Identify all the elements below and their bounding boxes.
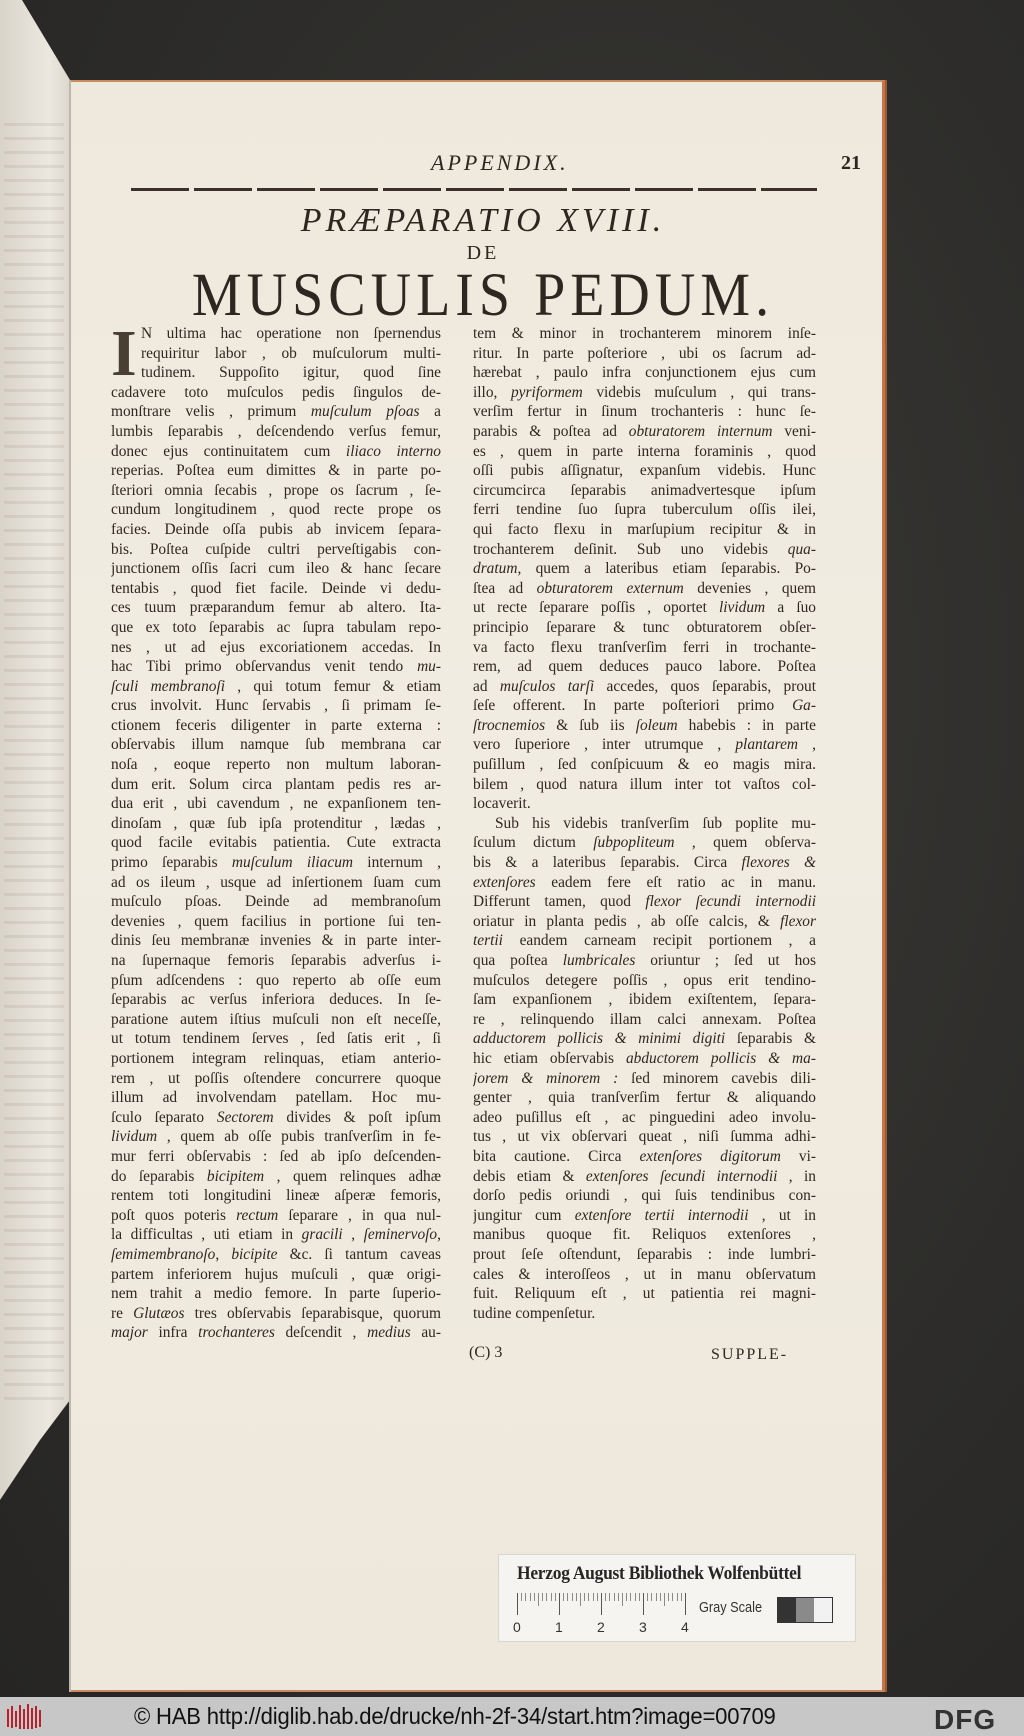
text-line: ſculo ſeparato Sectorem divides & poſt ipſum [111,1108,441,1126]
ruler-tick [542,1593,543,1601]
ruler-tick [576,1593,577,1601]
text-line: cundum longitudinem , quod recte prope os [111,501,441,519]
gray-swatch [814,1598,832,1622]
text-line: bita cautione. Circa extenſores digitorum vi- [473,1147,816,1165]
text-line: genter , quia tranſverſim fertur & aliquando [473,1089,816,1107]
text-line: fuit. Reliquum eſt , ut patientia rei magni- [473,1285,816,1303]
text-line: parabis & poſtea ad obturatorem internum veni- [473,422,816,440]
ruler-tick [538,1593,539,1606]
color-scale-card [498,1554,856,1642]
text-line: oſſi pubis aſſignatur, expanſum videbis. Hunc [473,462,816,480]
ruler-tick [651,1593,652,1601]
text-line: adductorem pollicis & minimi digiti ſeparabis & [473,1030,816,1048]
ruler-tick [563,1593,564,1601]
text-line: ritur. In parte poſteriore , ubi os ſacrum ad- [473,344,816,362]
gray-swatch [778,1598,796,1622]
text-line: ſteriori omnia ſecabis , prope os ſacrum , ſe- [111,481,441,499]
ruler-tick [534,1593,535,1601]
text-line: devenies , quem facilius in portione ſui ten- [111,912,441,930]
hab-logo-icon [6,1703,46,1731]
text-line: ad os ileum , usque ad inſertionem ſuam cum [111,873,441,891]
text-line: ad muſculos tarſi accedes, quos ſeparabis, prout [473,677,816,695]
text-line: illo, pyriformem videbis muſculum , qui trans- [473,383,816,401]
ruler-tick [618,1593,619,1601]
text-line: Differunt tamen, quod flexor ſecundi internodii [473,893,816,911]
text-line: major infra trochanteres deſcendit , medius au- [111,1324,441,1342]
text-line: dum erit. Solum circa plantam pedis res ar- [111,775,441,793]
text-line: rentem toti longitudini lineæ aſperæ femoris, [111,1187,441,1205]
text-line: tus , ut vix obſervari queat , niſi ſumma adhi- [473,1128,816,1146]
text-line: ſculum dictum ſubpopliteum , quem obſerva- [473,834,816,852]
gray-scale-swatches [777,1597,833,1623]
ruler-label: 4 [681,1619,689,1635]
ruler-tick [580,1593,581,1606]
text-line: extenſores eadem fere eſt ratio ac in manu. [473,873,816,891]
text-line: adeo puſillus eſt , ac pinguedini adeo involu- [473,1108,816,1126]
text-line: mur ferri obſervabis : ſed ab ipſo deſcenden- [111,1147,441,1165]
text-line: dorſo pedis oriundi , qui ſuis tendinibus con- [473,1187,816,1205]
ruler-tick [622,1593,623,1606]
ruler-labels [513,1619,703,1639]
text-line: tertii eandem carneam recipit portionem , a [473,932,816,950]
ruler-tick [584,1593,585,1601]
text-line: requiritur labor , ob muſculorum multi- [141,344,441,362]
ruler-tick [626,1593,627,1601]
text-line: muſculos detegere poſſis , opus erit tendino- [473,971,816,989]
text-line: Sub his videbis tranſverſim ſub poplite mu- [495,814,816,832]
text-line: monſtrare velis , primum muſculum pſoas a [111,403,441,421]
ruler-tick [572,1593,573,1601]
text-line: tentabis , quod fiet facile. Deinde vi dedu- [111,579,441,597]
ruler-tick [677,1593,678,1601]
text-line: partem inferiorem hujus muſculi , quæ origi- [111,1265,441,1283]
text-line: es , quem in parte interna foraminis , quod [473,442,816,460]
ruler-tick [660,1593,661,1601]
ruler-tick [630,1593,631,1601]
text-line: principio ſeparare & tunc obturatorem obſer- [473,618,816,636]
text-line: debis etiam & extenſores ſecundi internodii , in [473,1167,816,1185]
running-head-title: APPENDIX. [431,150,569,175]
text-line: dratum, quem a lateribus etiam ſeparabis. Po- [473,560,816,578]
ruler-tick [551,1593,552,1601]
ruler-label: 1 [555,1619,563,1635]
text-line: nem trahit a medio femore. In parte ſuperio- [111,1285,441,1303]
text-line: N ultima hac operatione non ſpernendus [141,325,441,342]
ruler-label: 3 [639,1619,647,1635]
text-line: verſim fertur in ſinum trochanteris : hunc ſe- [473,403,816,421]
ruler-tick [597,1593,598,1601]
text-line: nes , ut ad ejus excoriationem accedas. In [111,638,441,656]
text-line: lumbis ſeparabis , deſcendendo verſus femur, [111,422,441,440]
text-line: quod facile evitabis patientia. Cute extracta [111,834,441,852]
text-line: bis. Poſtea cuſpide cultri perveſtigabis con- [111,540,441,558]
ruler-tick [609,1593,610,1601]
text-line: do ſeparabis bicipitem , quem relinques adhæ [111,1167,441,1185]
drop-cap: I [111,317,137,390]
text-line: tudine compenſetur. [473,1304,596,1322]
ruler-tick [530,1593,531,1601]
library-name: Herzog August Bibliothek Wolfenbüttel [517,1563,802,1584]
gray-swatch [796,1598,814,1622]
ruler-tick [664,1593,665,1606]
measurement-ruler [517,1593,689,1621]
text-line: la difficultas , uti etiam in gracili , ſeminervoſo, [111,1226,441,1244]
text-line: tudinem. Suppoſito igitur, quod ſine [141,364,441,382]
text-line: locaverit. [473,795,531,813]
text-line: ſeparabis ac verſus inferiora deduces. In ſe- [111,991,441,1009]
text-line: jorem & minorem : ſed minorem cavebis dili- [473,1069,816,1087]
ruler-tick [546,1593,547,1601]
book-page [71,80,885,1692]
page-number: 21 [841,152,861,174]
ruler-tick [656,1593,657,1601]
text-line: re , relinquendo illam calci annexam. Poſtea [473,1010,816,1028]
ruler-tick [647,1593,648,1601]
text-line: primo ſeparabis muſculum iliacum internum , [111,854,441,872]
text-line: rem , ut poſſis oſtendere concurrere quoque [111,1069,441,1087]
text-line: prout ſeſe oſtendunt, ſeparabis : inde lumbri- [473,1245,816,1263]
text-line: illum ad involvendam patellam. Hoc mu- [111,1089,441,1107]
text-line: muſculo pſoas. Deinde ad membranoſum [111,893,441,911]
text-line: hac Tibi primo obſervandus venit tendo mu- [111,658,441,676]
ruler-tick [605,1593,606,1601]
text-line: vero ſuperiore , inter utrumque , plantarem , [473,736,816,754]
text-line: hærebat , paulo infra conjunctionem ejus cum [473,364,816,382]
ruler-label: 2 [597,1619,605,1635]
text-column-right [473,324,816,1323]
text-line: donec ejus continuitatem cum iliaco interno [111,442,441,460]
text-line: qua poſtea lumbricales oriuntur ; ſed ut hos [473,952,816,969]
text-line: manibus quoque fit. Reliquos extenſores , [473,1226,816,1244]
ruler-tick [559,1593,560,1615]
text-line: ſemimembranoſo, bicipite &c. ſi tantum caveas [111,1245,441,1263]
catchword: SUPPLE- [711,1346,789,1363]
text-line: poſt quos poteris rectum ſeparare , in qua nul- [111,1206,441,1224]
text-line: obſervabis illum namque ſub membrana car [111,736,441,754]
signature-mark: (C) 3 [469,1344,503,1361]
text-line: rem, ad quem deduces pauco labore. Poſtea [473,658,816,676]
ruler-tick [555,1593,556,1601]
footer-bar [0,1697,1024,1736]
preparation-title: PRÆPARATIO XVIII. [300,202,666,239]
facing-page-text-ghost [4,120,64,1400]
text-line: que ex toto ſeparabis ac ſupra tabulam repo- [111,618,441,636]
ruler-label: 0 [513,1619,521,1635]
ruler-tick [643,1593,644,1615]
text-line: va facto flexu tranſverſim ferri in trochante- [473,638,816,656]
text-line: facies. Deinde oſſa pubis ab invicem ſepara- [111,520,441,538]
text-line: ctionem feceris diligenter in parte externa : [111,716,441,734]
running-head [131,150,861,180]
text-line: re Glutæos tres obſervabis ſeparabisque, quorum [111,1304,441,1322]
text-line: circumcirca ſeparabis animadvertesque ipſum [473,481,816,499]
text-line: oriatur in planta pedis , ab oſſe calcis, & flexor [473,912,816,930]
text-line: tem & minor in trochanterem minorem inſe- [473,325,816,342]
text-line: reperias. Poſtea eum dimittes & in parte po- [111,462,441,480]
text-line: qui facto flexu in marſupium recipitur & in [473,520,816,538]
text-line: na ſupernaque femoris ſeparabis adverſus i- [111,952,441,969]
text-line: dinoſam , quæ ſub ipſa protenditur , lædas , [111,814,441,832]
text-line: ut totum tendinem ſerves , ſed ſatis erit , ſi [111,1030,441,1048]
ruler-tick [601,1593,602,1615]
text-line: junctionem oſſis ſacri cum ileo & hanc ſecare [111,560,441,578]
text-line: hic etiam obſervabis abductorem pollicis & ma- [473,1049,816,1067]
text-line: crus involvit. Hunc ſervabis , ſi primam ſe- [111,697,441,715]
text-line: dinis ſeu membranæ invenies & in parte inter- [111,932,441,950]
text-line: noſa , eoque reperto non multum laboran- [111,756,441,774]
text-line: dua erit , ubi cavendum , ne expanſionem ten- [111,795,441,813]
ruler-tick [588,1593,589,1601]
text-line: bis & a lateribus ſeparabis. Circa flexores & [473,854,816,872]
text-line: ferri tendine ſuo ſupra tuberculum oſſis ilei, [473,501,816,519]
text-line: bilem , quod natura illum inter tot vaſtos col- [473,775,816,793]
ruler-tick [681,1593,682,1601]
preposition-title: DE [466,242,500,264]
text-line: trochanterem deſinit. Sub uno videbis qua- [473,540,816,558]
text-column-left [111,317,441,1343]
text-line: jungitur cum extenſore tertii internodii , ut in [473,1206,816,1224]
ruler-tick [685,1593,686,1615]
ruler-tick [567,1593,568,1601]
ruler-tick [521,1593,522,1601]
copyright-url[interactable]: © HAB http://diglib.hab.de/drucke/nh-2f-34/start.htm?image=00709 [134,1703,776,1729]
text-line: ſculi membranoſi , qui totum femur & etiam [111,677,441,695]
text-line: ſam expanſionem , ibidem exiſtentem, ſepara- [473,991,816,1009]
header-rule [131,188,817,191]
text-line: cales & interoſſeos , ut in manu obſervatum [473,1265,816,1283]
text-line: ſtrocnemios & ſub iis ſoleum habebis : in parte [473,716,816,734]
text-line: portionem integram relinquas, etiam anterio- [111,1049,441,1067]
ruler-tick [517,1593,518,1615]
ruler-tick [614,1593,615,1601]
text-line: ſeſe offerent. In parte poſteriori primo Ga- [473,697,816,715]
text-line: ut recte ſeparare poſſis , oportet lividum a ſuo [473,599,816,617]
text-line: pſum adſcendens : quo reperto ab oſſe eum [111,971,441,989]
ruler-tick [672,1593,673,1601]
ruler-tick [639,1593,640,1601]
text-line: lividum , quem ab oſſe pubis tranſverſim in fe- [111,1128,441,1146]
text-line: ces tuum præparandum femur ab altero. Ita- [111,599,441,617]
text-line: puſillum , ſed conſpicuum & eo magis mira. [473,756,816,774]
dfg-logo-icon: DFG [934,1704,997,1735]
text-line: paratione autem iſtius muſculi non eſt neceſſe, [111,1010,441,1028]
ruler-tick [593,1593,594,1601]
ruler-tick [525,1593,526,1601]
text-line: cadavere toto muſculos pedis ſingulos de- [111,383,441,401]
ruler-tick [668,1593,669,1601]
chapter-title: MUSCULIS PEDUM. [191,261,775,330]
gray-scale-label: Gray Scale [699,1599,763,1616]
ruler-tick [635,1593,636,1601]
text-line: ſtea ad obturatorem externum devenies , quem [473,579,816,597]
